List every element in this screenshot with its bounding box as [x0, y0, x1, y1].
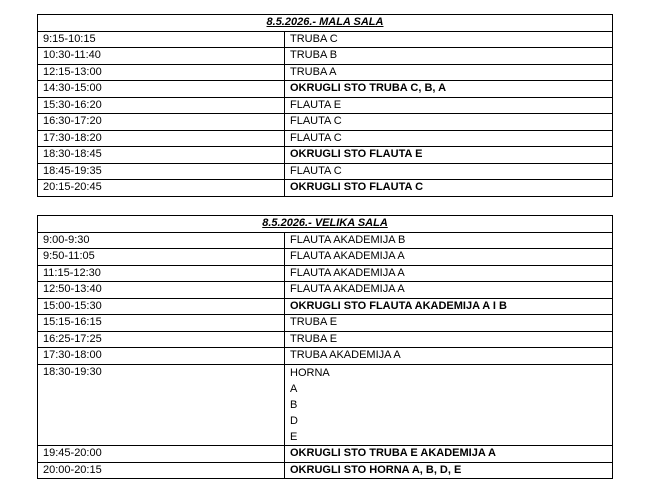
schedule-table-velika-sala [37, 215, 613, 479]
table-title-row [38, 15, 613, 32]
activity-cell: OKRUGLI STO FLAUTA C [285, 180, 613, 197]
time-cell: 9:00-9:30 [38, 232, 285, 249]
table-title: 8.5.2026.- MALA SALA [38, 15, 613, 32]
table-title-row [38, 216, 613, 233]
activity-cell: TRUBA B [285, 48, 613, 65]
activity-line: HORNA [290, 366, 330, 379]
table-row [38, 163, 613, 180]
time-cell: 20:15-20:45 [38, 180, 285, 197]
table-row [38, 180, 613, 197]
table-row [38, 364, 613, 446]
time-cell: 10:30-11:40 [38, 48, 285, 65]
time-cell: 18:30-19:30 [38, 364, 285, 446]
activity-cell: FLAUTA AKADEMIJA A [285, 249, 613, 266]
time-cell: 16:30-17:20 [38, 114, 285, 131]
table-row [38, 48, 613, 65]
activity-cell: OKRUGLI STO FLAUTA AKADEMIJA A I B [285, 298, 613, 315]
time-cell: 18:30-18:45 [38, 147, 285, 164]
activity-line: B [290, 398, 298, 411]
time-cell: 15:30-16:20 [38, 97, 285, 114]
time-cell: 11:15-12:30 [38, 265, 285, 282]
activity-cell: OKRUGLI STO HORNA A, B, D, E [285, 462, 613, 479]
activity-cell: TRUBA E [285, 315, 613, 332]
table-row [38, 348, 613, 365]
table-row [38, 64, 613, 81]
table-row [38, 232, 613, 249]
table-row [38, 31, 613, 48]
activity-cell: FLAUTA AKADEMIJA A [285, 282, 613, 299]
activity-cell: TRUBA C [285, 31, 613, 48]
activity-cell: FLAUTA AKADEMIJA B [285, 232, 613, 249]
time-cell: 16:25-17:25 [38, 331, 285, 348]
schedule-table-mala-sala [37, 14, 613, 197]
table-row [38, 331, 613, 348]
time-cell: 15:00-15:30 [38, 298, 285, 315]
time-cell: 17:30-18:20 [38, 130, 285, 147]
table-row [38, 130, 613, 147]
activity-cell: OKRUGLI STO FLAUTA E [285, 147, 613, 164]
time-cell: 19:45-20:00 [38, 446, 285, 463]
activity-cell: TRUBA E [285, 331, 613, 348]
table-row [38, 147, 613, 164]
table-row [38, 462, 613, 479]
activity-cell: TRUBA AKADEMIJA A [285, 348, 613, 365]
table-row [38, 114, 613, 131]
table-row [38, 282, 613, 299]
activity-cell: TRUBA A [285, 64, 613, 81]
time-cell: 12:50-13:40 [38, 282, 285, 299]
activity-cell: FLAUTA E [285, 97, 613, 114]
time-cell: 9:15-10:15 [38, 31, 285, 48]
table-row [38, 97, 613, 114]
table-row [38, 298, 613, 315]
time-cell: 14:30-15:00 [38, 81, 285, 98]
time-cell: 9:50-11:05 [38, 249, 285, 266]
activity-line: D [290, 415, 298, 428]
activity-cell [285, 364, 613, 446]
table-row [38, 315, 613, 332]
time-cell: 15:15-16:15 [38, 315, 285, 332]
table-title: 8.5.2026.- VELIKA SALA [38, 216, 613, 233]
time-cell: 12:15-13:00 [38, 64, 285, 81]
table-row [38, 249, 613, 266]
table-row [38, 446, 613, 463]
time-cell: 18:45-19:35 [38, 163, 285, 180]
time-cell: 17:30-18:00 [38, 348, 285, 365]
activity-line: E [290, 431, 298, 444]
activity-cell: OKRUGLI STO TRUBA E AKADEMIJA A [285, 446, 613, 463]
activity-cell: FLAUTA C [285, 114, 613, 131]
activity-cell: FLAUTA C [285, 163, 613, 180]
table-row [38, 81, 613, 98]
time-cell: 20:00-20:15 [38, 462, 285, 479]
activity-line: A [290, 382, 298, 395]
table-row [38, 265, 613, 282]
activity-cell: FLAUTA AKADEMIJA A [285, 265, 613, 282]
activity-cell: OKRUGLI STO TRUBA C, B, A [285, 81, 613, 98]
activity-cell: FLAUTA C [285, 130, 613, 147]
